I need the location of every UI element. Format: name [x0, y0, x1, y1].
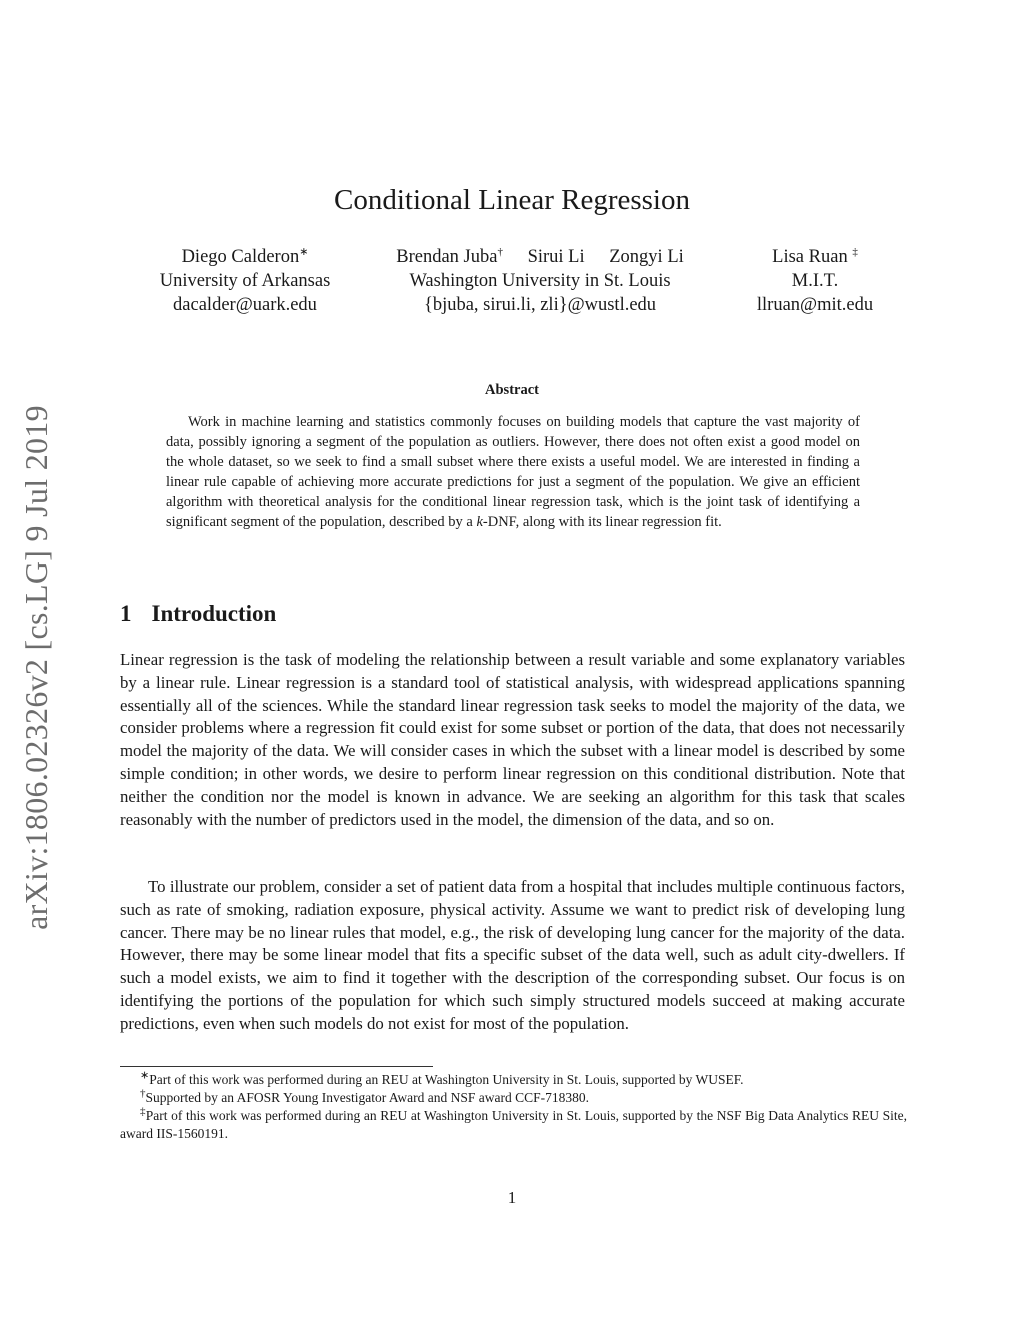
- author-name: Brendan Juba†: [396, 245, 503, 267]
- footnote-mark: ‡: [852, 245, 858, 258]
- paper-title: Conditional Linear Regression: [334, 184, 690, 216]
- paragraph: To illustrate our problem, consider a set of patient data from a hospital that includes multiple continuous factors, such as rate of smoking, radiation exposure, physical activity. Assume we want to predict risk of developing lung cancer. There may be no linear rules that model, e.g., the risk of developing lung cancer for the majority of the data. However, there may be some linear model that fits a specific subset of the data well, such as adult city-dwellers. If such a model exists, we aim to find it together with the description of the corresponding subset. Our focus is on identifying the portions of the population for which such simply structured models succeed at making accurate predictions, even when such models do not exist for most of the population.: [120, 877, 905, 1033]
- author-block-3: [730, 245, 900, 317]
- footnote: †Supported by an AFOSR Young Investigator Award and NSF award CCF-718380.: [140, 1087, 590, 1105]
- author-name: Sirui Li: [527, 247, 585, 267]
- footnote-rule: [120, 1066, 433, 1067]
- author-name: Diego Calderon: [181, 247, 300, 267]
- author-name: Lisa Ruan: [772, 247, 848, 267]
- page-number: 1: [507, 1188, 517, 1207]
- footnote-mark: ∗: [299, 245, 309, 258]
- abstract-text: Work in machine learning and statistics commonly focuses on building models that capture the vast majority of data, possibly ignoring a segment of the population as outliers. However, there does not often exist a good model on the whole dataset, so we seek to find a small subset where there exists a useful model. We are interested in finding a linear rule capable of achieving more accurate predictions for just a segment of the population. We give an efficient algorithm with theoretical analysis for the conditional linear regression task, which is the joint task of identifying a significant segment of the population, described by a k-DNF, along with its linear regression fit.: [166, 414, 860, 530]
- arxiv-id: arXiv:1806.02326v2 [cs.LG] 9 Jul 2019: [17, 405, 54, 930]
- footnote: ‡Part of this work was performed during an REU at Washington University in St. Louis, supported by the NSF Big Data Analytics REU Site, award IIS-1560191.: [120, 1105, 908, 1141]
- author-block-2: [370, 245, 710, 317]
- author-affiliation: M.I.T.: [791, 271, 839, 291]
- author-name: Zongyi Li: [609, 247, 684, 267]
- author-email: dacalder@uark.edu: [173, 295, 317, 315]
- section-title: Introduction: [151, 601, 277, 626]
- footnote-mark: †: [497, 245, 503, 258]
- author-block-1: [130, 245, 360, 317]
- abstract-heading: Abstract: [485, 382, 539, 398]
- author-affiliation: University of Arkansas: [159, 271, 331, 291]
- author-affiliation: Washington University in St. Louis: [409, 271, 671, 291]
- arxiv-side-stamp: [14, 375, 58, 960]
- section-heading: [120, 601, 276, 627]
- paragraph: Linear regression is the task of modeling the relationship between a result variable and some explanatory variables by a linear rule. Linear regression is a standard tool of statistical analysis, with widespread applications spanning essentially all of the sciences. While the standard linear regression task seeks to model the majority of the data, we consider problems where a regression fit could exist for some subset or portion of the data, that does not necessarily model the majority of the data. We will consider cases in which the subset with a linear model is described by some simple condition; in other words, we desire to perform linear regression on this conditional distribution. Note that neither the condition nor the model is known in advance. We are seeking an algorithm for this task that scales reasonably with the number of predictors used in the model, the dimension of the data, and so on.: [120, 650, 905, 829]
- section-number: 1: [120, 601, 132, 626]
- footnote: ∗Part of this work was performed during an REU at Washington University in St. Louis, supported by WUSEF.: [140, 1069, 744, 1087]
- author-email: {bjuba, sirui.li, zli}@wustl.edu: [423, 295, 657, 315]
- author-email: llruan@mit.edu: [756, 295, 874, 315]
